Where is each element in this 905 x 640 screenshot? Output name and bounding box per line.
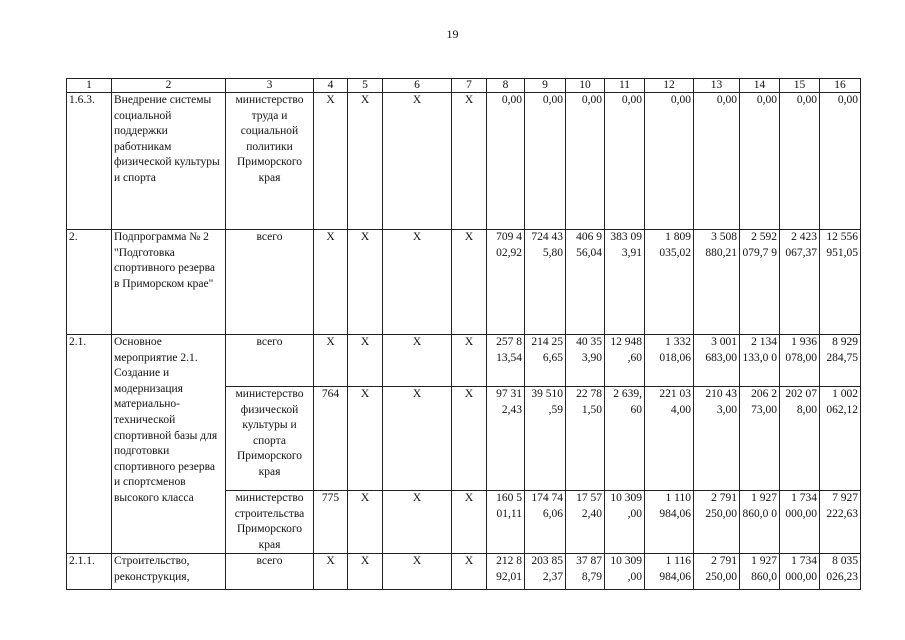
column-header: 9: [525, 79, 566, 93]
column-header: 13: [694, 79, 740, 93]
row-number: 2.1.1.: [67, 554, 112, 590]
value-cell: 724 43 5,80: [525, 230, 566, 335]
code-cell: X: [314, 93, 348, 230]
value-cell: 3 001 683,00: [694, 335, 740, 387]
executor-cell: министерство труда и социальной политики Приморского края: [226, 93, 314, 230]
column-header: 11: [605, 79, 645, 93]
code-cell: X: [452, 93, 487, 230]
executor-cell: министерство строительства Приморского края: [226, 491, 314, 554]
value-cell: 39 510 ,59: [525, 387, 566, 491]
value-cell: 3 508 880,21: [694, 230, 740, 335]
column-header: 2: [112, 79, 226, 93]
code-cell: X: [452, 230, 487, 335]
value-cell: 2 791 250,00: [694, 491, 740, 554]
value-cell: 1 809 035,02: [645, 230, 694, 335]
row-number: 1.6.3.: [67, 93, 112, 230]
value-cell: 0,00: [780, 93, 820, 230]
code-cell: X: [314, 335, 348, 387]
code-cell: X: [314, 230, 348, 335]
row-name: Внедрение системы социальной поддержки работникам физической культуры и спорта: [112, 93, 226, 230]
value-cell: 40 35 3,90: [566, 335, 605, 387]
column-header: 15: [780, 79, 820, 93]
code-cell: X: [348, 554, 383, 590]
value-cell: 174 74 6,06: [525, 491, 566, 554]
code-cell: X: [314, 554, 348, 590]
value-cell: 0,00: [645, 93, 694, 230]
budget-table: [66, 78, 861, 590]
code-cell: 775: [314, 491, 348, 554]
executor-cell: всего: [226, 230, 314, 335]
value-cell: 10 309 ,00: [605, 491, 645, 554]
column-header: 5: [348, 79, 383, 93]
value-cell: 383 09 3,91: [605, 230, 645, 335]
code-cell: X: [452, 387, 487, 491]
value-cell: 214 25 6,65: [525, 335, 566, 387]
table-row: [67, 554, 861, 590]
code-cell: X: [383, 387, 452, 491]
value-cell: 0,00: [820, 93, 861, 230]
value-cell: 8 929 284,75: [820, 335, 861, 387]
value-cell: 1 002 062,12: [820, 387, 861, 491]
value-cell: 406 9 56,04: [566, 230, 605, 335]
value-cell: 2 791 250,00: [694, 554, 740, 590]
table-row: [67, 335, 861, 387]
code-cell: X: [383, 554, 452, 590]
value-cell: 709 4 02,92: [487, 230, 525, 335]
column-header: 8: [487, 79, 525, 93]
column-header: 10: [566, 79, 605, 93]
code-cell: X: [348, 230, 383, 335]
code-cell: X: [348, 387, 383, 491]
value-cell: 2 592 079,7 9: [740, 230, 780, 335]
value-cell: 2 639, 60: [605, 387, 645, 491]
value-cell: 2 423 067,37: [780, 230, 820, 335]
value-cell: 1 927 860,0 0: [740, 491, 780, 554]
code-cell: X: [383, 230, 452, 335]
code-cell: X: [452, 335, 487, 387]
value-cell: 0,00: [694, 93, 740, 230]
value-cell: 22 78 1,50: [566, 387, 605, 491]
row-name: Строительство, реконструкция,: [112, 554, 226, 590]
column-header: 1: [67, 79, 112, 93]
code-cell: X: [383, 93, 452, 230]
value-cell: 10 309 ,00: [605, 554, 645, 590]
value-cell: 1 332 018,06: [645, 335, 694, 387]
value-cell: 202 07 8,00: [780, 387, 820, 491]
value-cell: 221 03 4,00: [645, 387, 694, 491]
row-number: 2.1.: [67, 335, 112, 554]
value-cell: 8 035 026,23: [820, 554, 861, 590]
row-name: Основное мероприятие 2.1. Создание и модернизация материально-технической спортивной базы для подготовки спортивного резерва и спортсменов высокого класса: [112, 335, 226, 554]
value-cell: 2 134 133,0 0: [740, 335, 780, 387]
table-row: [67, 230, 861, 335]
code-cell: X: [383, 491, 452, 554]
code-cell: X: [452, 491, 487, 554]
value-cell: 1 936 078,00: [780, 335, 820, 387]
value-cell: 1 734 000,00: [780, 491, 820, 554]
value-cell: 0,00: [566, 93, 605, 230]
value-cell: 257 8 13,54: [487, 335, 525, 387]
value-cell: 160 5 01,11: [487, 491, 525, 554]
value-cell: 1 734 000,00: [780, 554, 820, 590]
header-row: [67, 79, 861, 93]
value-cell: 7 927 222,63: [820, 491, 861, 554]
executor-cell: всего: [226, 335, 314, 387]
value-cell: 1 927 860,0: [740, 554, 780, 590]
value-cell: 212 8 92,01: [487, 554, 525, 590]
code-cell: X: [348, 335, 383, 387]
page-number: 19: [446, 27, 459, 41]
column-header: 16: [820, 79, 861, 93]
column-header: 12: [645, 79, 694, 93]
value-cell: 0,00: [740, 93, 780, 230]
value-cell: 206 2 73,00: [740, 387, 780, 491]
value-cell: 12 948 ,60: [605, 335, 645, 387]
value-cell: 37 87 8,79: [566, 554, 605, 590]
row-number: 2.: [67, 230, 112, 335]
column-header: 3: [226, 79, 314, 93]
executor-cell: всего: [226, 554, 314, 590]
value-cell: 0,00: [605, 93, 645, 230]
column-header: 7: [452, 79, 487, 93]
row-name: Подпрограмма № 2 "Подготовка спортивного резерва в Приморском крае": [112, 230, 226, 335]
value-cell: 210 43 3,00: [694, 387, 740, 491]
value-cell: 1 116 984,06: [645, 554, 694, 590]
value-cell: 97 31 2,43: [487, 387, 525, 491]
executor-cell: министерство физической культуры и спорта Приморского края: [226, 387, 314, 491]
value-cell: 0,00: [487, 93, 525, 230]
value-cell: 0,00: [525, 93, 566, 230]
column-header: 4: [314, 79, 348, 93]
code-cell: 764: [314, 387, 348, 491]
column-header: 14: [740, 79, 780, 93]
value-cell: 203 85 2,37: [525, 554, 566, 590]
value-cell: 12 556 951,05: [820, 230, 861, 335]
code-cell: X: [348, 93, 383, 230]
column-header: 6: [383, 79, 452, 93]
value-cell: 17 57 2,40: [566, 491, 605, 554]
code-cell: X: [383, 335, 452, 387]
value-cell: 1 110 984,06: [645, 491, 694, 554]
code-cell: X: [452, 554, 487, 590]
table-row: [67, 93, 861, 230]
code-cell: X: [348, 491, 383, 554]
